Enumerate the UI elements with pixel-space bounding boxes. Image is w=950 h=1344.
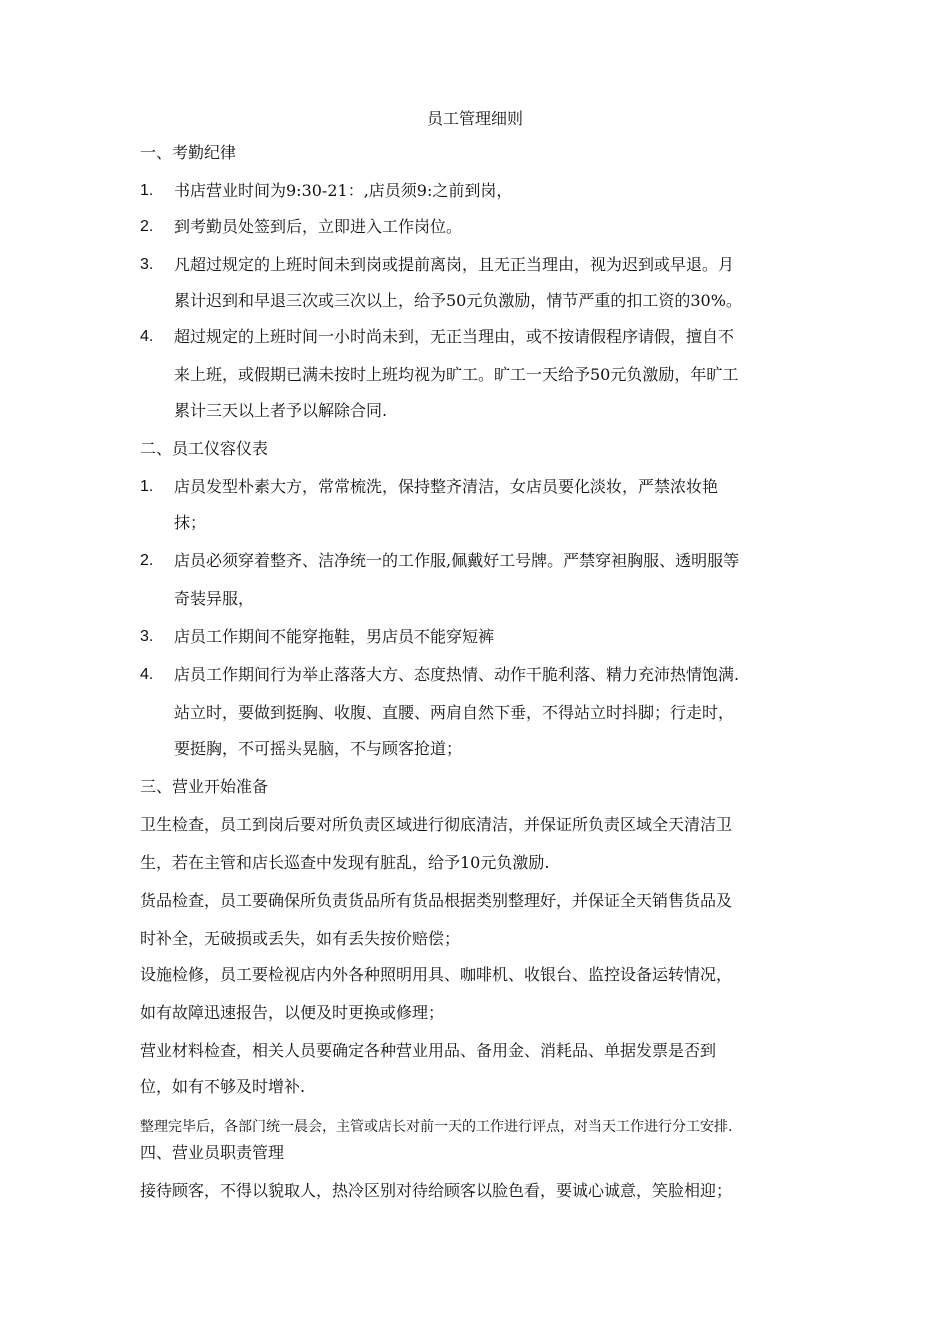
paragraph-line: 如有故障迅速报告，以便及时更换或修理；	[140, 1003, 445, 1022]
item-text: 累计三天以上者予以解除合同.	[174, 401, 388, 420]
section-heading: 三、营业开始准备	[140, 777, 269, 796]
paragraph-line: 货品检查，员工要确保所负责货品所有货品根据类别整理好，并保证全天销售货品及	[140, 891, 733, 910]
item-number: 3.	[140, 256, 154, 273]
item-text: 站立时，要做到挺胸、收腹、直腰、两肩自然下垂，不得站立时抖脚；行走时，	[174, 703, 735, 722]
paragraph-line: 时补全，无破损或丢失，如有丢失按价赔偿；	[140, 929, 461, 948]
page-title: 员工管理细则	[426, 109, 523, 128]
paragraph-line: 生，若在主管和店长巡查中发现有脏乱，给予10元负激励.	[140, 853, 550, 872]
item-text: 店员必须穿着整齐、洁净统一的工作服,佩戴好工号牌。严禁穿袒胸服、透明服等	[174, 551, 740, 570]
section-heading: 四、营业员职责管理	[140, 1143, 285, 1162]
paragraph-line: 营业材料检查，相关人员要确定各种营业用品、备用金、消耗品、单据发票是否到	[140, 1041, 717, 1060]
item-number: 3.	[140, 628, 154, 645]
item-number: 1.	[140, 182, 154, 199]
item-text: 累计迟到和早退三次或三次以上，给予50元负激励，情节严重的扣工资的30%。	[174, 291, 742, 310]
item-text: 到考勤员处签到后，立即进入工作岗位。	[174, 217, 463, 236]
item-text: 来上班，或假期已满未按时上班均视为旷工。旷工一天给予50元负激励，年旷工	[174, 365, 739, 384]
item-text: 超过规定的上班时间一小时尚未到，无正当理由，或不按请假程序请假，擅自不	[174, 327, 735, 346]
item-text: 店员工作期间行为举止落落大方、态度热情、动作干脆利落、精力充沛热情饱满.	[174, 665, 740, 684]
item-text: 书店营业时间为9:30-21：,店员须9:之前到岗，	[174, 181, 513, 200]
item-text: 凡超过规定的上班时间未到岗或提前离岗，且无正当理由，视为迟到或早退。月	[174, 255, 735, 274]
item-number: 2.	[140, 218, 154, 235]
item-number: 1.	[140, 478, 154, 495]
section-heading: 一、考勤纪律	[140, 143, 237, 162]
item-text: 抹；	[174, 513, 207, 532]
note-line: 整理完毕后，各部门统一晨会，主管或店长对前一天的工作进行评点，对当天工作进行分工安排.	[140, 1119, 733, 1135]
paragraph-line: 接待顾客，不得以貌取人，热冷区别对待给顾客以脸色看，要诚心诚意，笑脸相迎；	[140, 1181, 733, 1200]
paragraph-line: 设施检修，员工要检视店内外各种照明用具、咖啡机、收银台、监控设备运转情况，	[140, 965, 733, 984]
item-number: 4.	[140, 328, 154, 345]
item-text: 店员发型朴素大方，常常梳洗，保持整齐清洁，女店员要化淡妆，严禁浓妆艳	[174, 477, 719, 496]
item-number: 4.	[140, 666, 154, 683]
item-text: 店员工作期间不能穿拖鞋，男店员不能穿短裤	[174, 627, 495, 646]
paragraph-line: 位，如有不够及时增补.	[140, 1077, 306, 1096]
paragraph-line: 卫生检查，员工到岗后要对所负责区域进行彻底清洁，并保证所负责区域全天清洁卫	[140, 815, 733, 834]
item-number: 2.	[140, 552, 154, 569]
item-text: 奇装异服，	[174, 589, 255, 608]
item-text: 要挺胸，不可摇头晃脑，不与顾客抢道；	[174, 739, 463, 758]
section-heading: 二、员工仪容仪表	[140, 439, 269, 458]
